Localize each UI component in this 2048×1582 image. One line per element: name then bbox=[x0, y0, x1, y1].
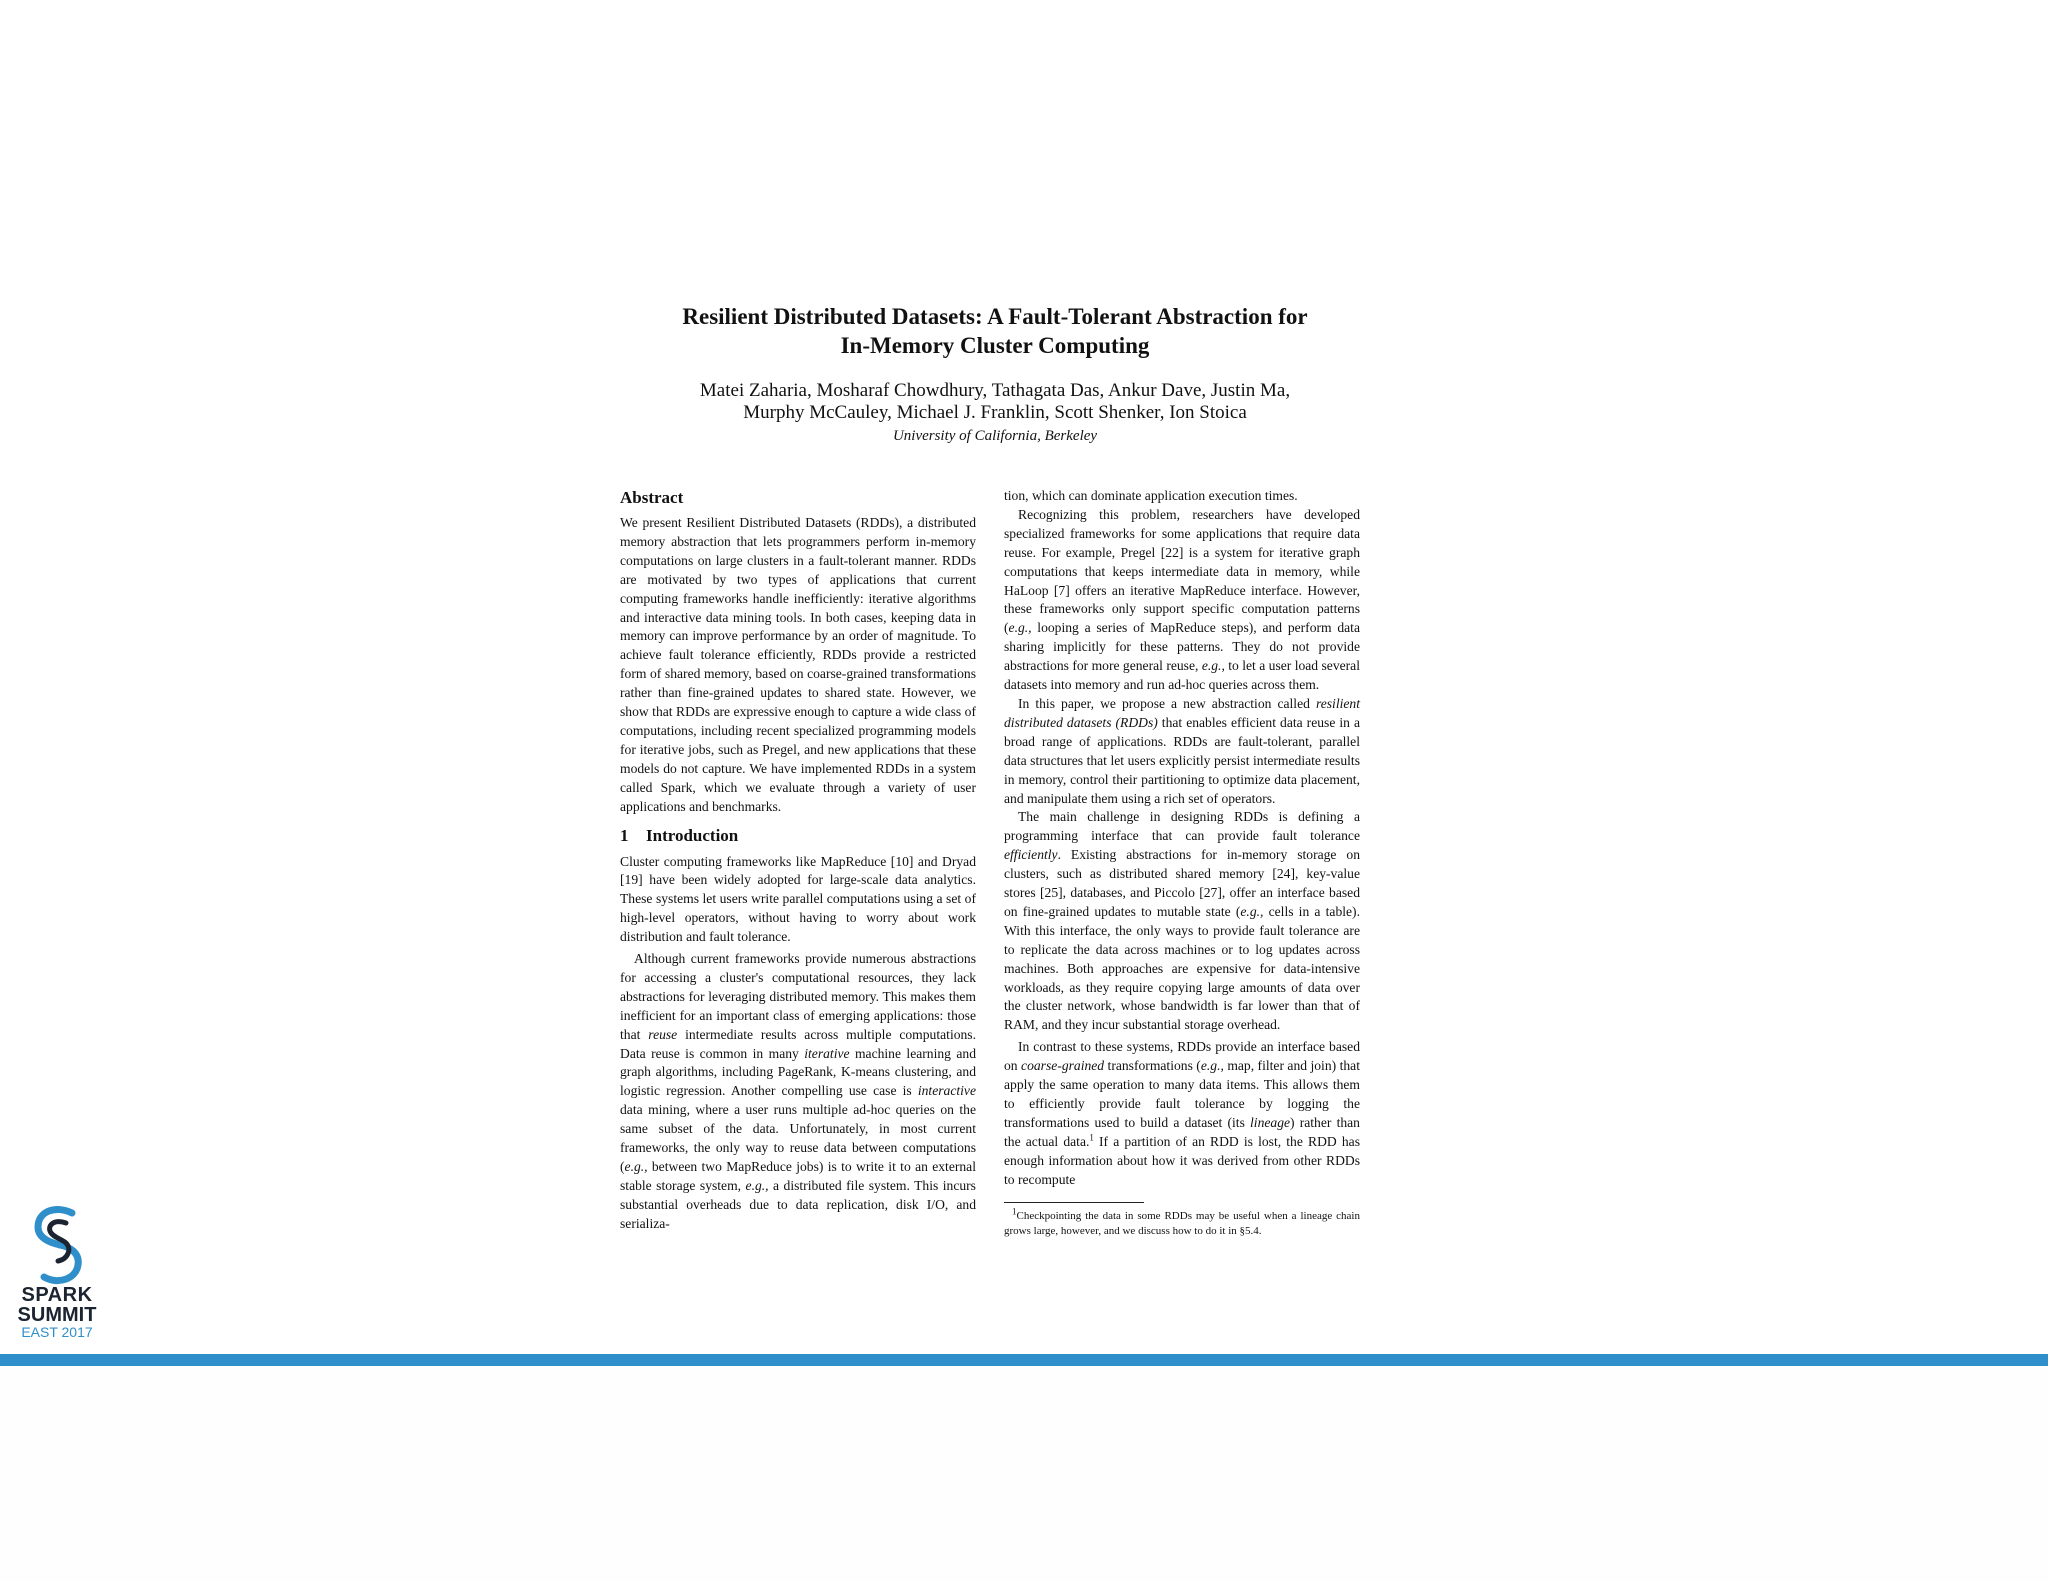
emphasis-efficiently: efficiently bbox=[1004, 847, 1058, 863]
emphasis-eg: e.g., bbox=[1008, 620, 1032, 636]
emphasis-coarse-grained: coarse-grained bbox=[1021, 1058, 1105, 1074]
abstract-heading: Abstract bbox=[620, 488, 684, 507]
left-column bbox=[620, 487, 976, 1234]
emphasis-rdd: resilient distributed datasets (RDDs) bbox=[1004, 695, 1360, 730]
logo-text-east: EAST 2017 bbox=[21, 1324, 93, 1340]
paper-affiliation: University of California, Berkeley bbox=[892, 428, 1098, 444]
abstract-text: We present Resilient Distributed Datasets (RDDs), a distributed memory abstraction that lets programmers perform in-memory computations on large clusters in a fault-tolerant manner. RDDs are motivated by two types of applications that current computing frameworks handle inefficiently: iterative algorithms and interactive data mining tools. In both cases, keeping data in memory can improve performance by an order of magnitude. To achieve fault tolerance efficiently, RDDs provide a restricted form of shared memory, based on coarse-grained transformations rather than fine-grained updates to shared state. However, we show that RDDs are expressive enough to capture a wide class of computations, including recent specialized programming models for iterative jobs, such as Pregel, and new applications that these models do not capture. We have implemented RDDs in a system called Spark, which we evaluate through a variety of user applications and benchmarks. bbox=[620, 515, 976, 814]
text-run: machine learning and graph algorithms, including PageRank, K-means clustering, and logistic regression. Another compelling use case is bbox=[620, 1045, 976, 1099]
paper-authors bbox=[600, 380, 1390, 424]
text-run: In contrast to these systems, RDDs provide an interface based on bbox=[1004, 1039, 1360, 1074]
emphasis-interactive: interactive bbox=[917, 1083, 976, 1099]
authors-line2: Murphy McCauley, Michael J. Franklin, Scott Shenker, Ion Stoica bbox=[743, 402, 1247, 423]
emphasis-eg: e.g., bbox=[624, 1159, 648, 1174]
section-heading-introduction bbox=[620, 825, 976, 847]
right-column bbox=[1004, 487, 1360, 1239]
text-run: between two MapReduce jobs) is to write it to an external stable storage system, bbox=[620, 1159, 976, 1193]
authors-line1: Matei Zaharia, Mosharaf Chowdhury, Tathagata Das, Ankur Dave, Justin Ma, bbox=[699, 380, 1291, 401]
emphasis-lineage: lineage bbox=[1250, 1114, 1291, 1130]
text-run: that enables efficient data reuse in a broad range of applications. RDDs are fault-tolerant, parallel data structures that let users explicitly persist intermediate results in memory, control their partitioning to optimize data placement, and manipulate them using a rich set of operators. bbox=[1004, 714, 1360, 806]
text-run: . Existing abstractions for in-memory storage on clusters, such as distributed shared memory [24], key-value stores [25], databases, and Piccolo [27], offer an interface based on fine-grained updates to mutable state ( bbox=[1004, 847, 1360, 919]
footnote-marker[interactable]: 1 bbox=[1089, 1132, 1094, 1143]
emphasis-iterative: iterative bbox=[804, 1045, 850, 1061]
emphasis-eg: e.g., bbox=[1200, 1058, 1224, 1074]
right-paragraph-4 bbox=[1004, 1038, 1360, 1189]
text-run: If a partition of an RDD is lost, the RDD has enough information about how it was derived from other RDDs to recompute bbox=[1004, 1133, 1360, 1187]
accent-bar bbox=[0, 1354, 2048, 1366]
footnote bbox=[1004, 1205, 1360, 1239]
paper-title-line2: In-Memory Cluster Computing bbox=[840, 333, 1150, 358]
text-run: looping a series of MapReduce steps), and perform data sharing implicitly for these patterns. They do not provide abstractions for more general reuse, bbox=[1004, 620, 1360, 674]
text-run: Although current frameworks provide numerous abstractions for accessing a cluster's computational resources, they lack abstractions for leveraging distributed memory. This makes them inefficient for an important class of emerging applications: those that bbox=[620, 951, 976, 1042]
text-run: a distributed file system. This incurs substantial overheads due to data replication, disk I/O, and serializa- bbox=[620, 1177, 976, 1231]
paper-title-line1: Resilient Distributed Datasets: A Fault-Tolerant Abstraction for bbox=[682, 304, 1308, 329]
text-run: to let a user load several datasets into memory and run ad-hoc queries across them. bbox=[1004, 658, 1360, 693]
text-run: ) rather than the actual data. bbox=[1004, 1114, 1360, 1149]
intro-paragraph-2 bbox=[620, 950, 976, 1234]
text-run: map, filter and join) that apply the same operation to many data items. This allows them to efficiently provide fault tolerance by logging the transformations used to build a dataset (its bbox=[1004, 1058, 1360, 1130]
footnote-text: Checkpointing the data in some RDDs may be useful when a lineage chain grows large, however, and we discuss how to do it in §5.4. bbox=[1004, 1209, 1360, 1237]
emphasis-reuse: reuse bbox=[648, 1026, 678, 1042]
continued-line: tion, which can dominate application execution times. bbox=[1004, 488, 1298, 503]
emphasis-eg: e.g., bbox=[1201, 658, 1225, 674]
right-paragraph-2 bbox=[1004, 695, 1360, 808]
emphasis-eg: e.g., bbox=[1240, 903, 1264, 919]
section-title: Introduction bbox=[646, 825, 739, 845]
spark-summit-swirl-icon bbox=[28, 1205, 88, 1285]
footnote-divider bbox=[1004, 1202, 1144, 1203]
text-run: Recognizing this problem, researchers have developed specialized frameworks for some applications that require data reuse. For example, Pregel [22] is a system for iterative graph computations that keeps intermediate data in memory, while HaLoop [7] offers an iterative MapReduce interface. However, these frameworks only support specific computation patterns ( bbox=[1004, 506, 1360, 636]
text-run: intermediate results across multiple computations. Data reuse is common in many bbox=[620, 1026, 976, 1061]
text-run: In this paper, we propose a new abstraction called bbox=[1018, 695, 1316, 711]
logo-text-summit: SUMMIT bbox=[17, 1304, 97, 1326]
text-run: cells in a table). With this interface, the only ways to provide fault tolerance are to replicate the data across machines or to log updates across machines. Both approaches are expensive for data-intensive workloads, as they require copying large amounts of data over the cluster network, whose bandwidth is far lower than that of RAM, and they incur substantial storage overhead. bbox=[1004, 903, 1360, 1033]
intro-paragraph-1: Cluster computing frameworks like MapReduce [10] and Dryad [19] have been widely adopted for large-scale data analytics. These systems let users write parallel computations using a set of high-level operators, without having to worry about work distribution and fault tolerance. bbox=[620, 853, 976, 945]
paper-title bbox=[600, 302, 1390, 360]
section-number: 1 bbox=[620, 825, 629, 845]
footnote-number: 1 bbox=[1012, 1205, 1017, 1216]
text-run: transformations ( bbox=[1104, 1058, 1201, 1074]
text-run: The main challenge in designing RDDs is defining a programming interface that can provide fault tolerance bbox=[1004, 809, 1360, 844]
emphasis-eg: e.g., bbox=[745, 1177, 769, 1193]
logo-text-spark: SPARK bbox=[21, 1284, 93, 1306]
spark-summit-logo bbox=[14, 1205, 100, 1340]
right-paragraph-3 bbox=[1004, 808, 1360, 1035]
footer-area bbox=[0, 1366, 2048, 1582]
text-run: data mining, where a user runs multiple ad-hoc queries on the same subset of the data. Unfortunately, in most current frameworks, the only way to reuse data between computations ( bbox=[620, 1102, 976, 1174]
right-paragraph-1 bbox=[1004, 506, 1360, 695]
paper-page bbox=[600, 290, 1390, 1320]
